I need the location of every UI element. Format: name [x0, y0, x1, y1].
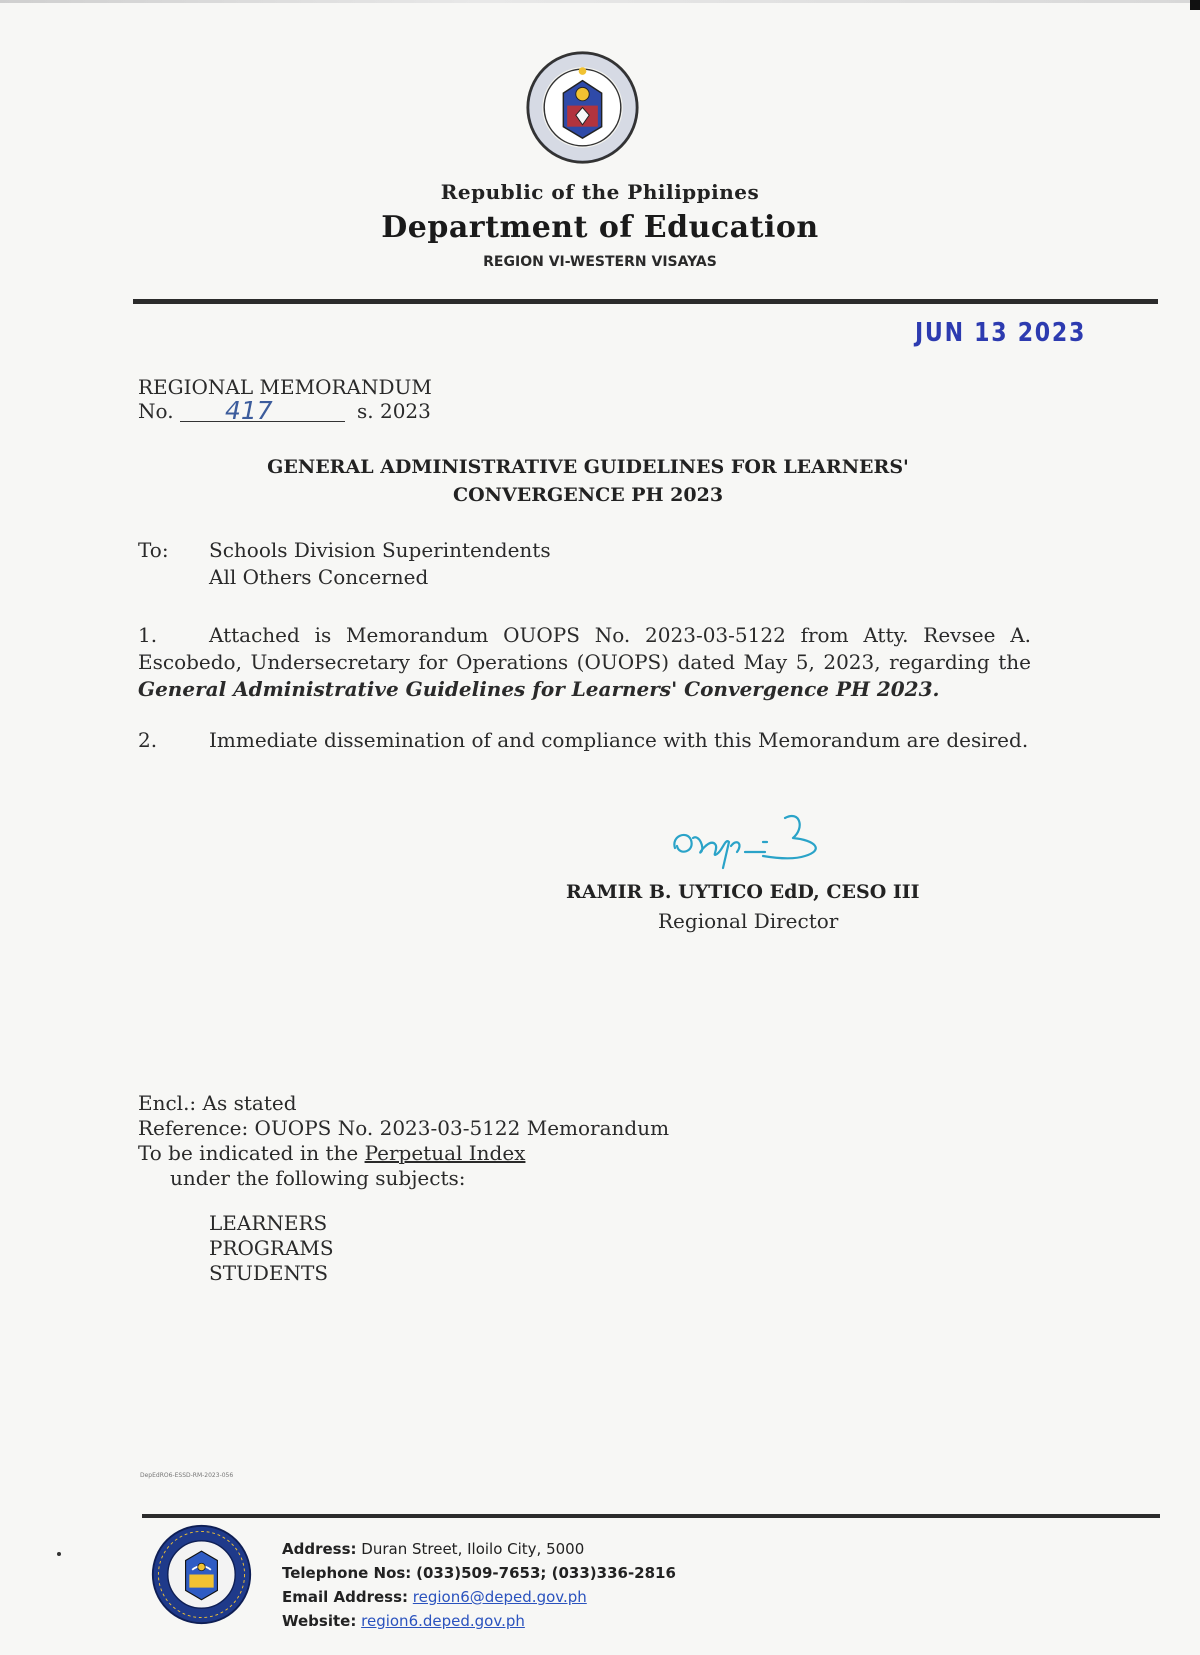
subjects-intro: under the following subjects:: [170, 1166, 466, 1190]
footer-email: [282, 1585, 676, 1609]
phone-label: Telephone Nos:: [282, 1564, 412, 1582]
header-divider: [133, 299, 1158, 304]
document-code: DepEdRO6-ESSD-RM-2023-056: [140, 1472, 234, 1479]
footer-website: [282, 1609, 676, 1633]
scan-corner-mark: [1190, 0, 1200, 10]
paragraph-1: [138, 622, 1031, 703]
scan-dot: [57, 1552, 61, 1556]
email-link[interactable]: region6@deped.gov.ph: [412, 1588, 587, 1606]
region-header: REGION VI-WESTERN VISAYAS: [483, 254, 717, 270]
enclosure-line: Encl.: As stated: [138, 1091, 297, 1115]
footer-phone: [282, 1561, 676, 1585]
deped-seal-icon: [525, 50, 640, 165]
address-label: Address:: [282, 1540, 357, 1558]
signatory-name: RAMIR B. UYTICO EdD, CESO III: [566, 881, 920, 903]
department-header: Department of Education: [381, 210, 819, 245]
enclosure-block: [138, 1091, 669, 1191]
perpetual-index-text: Perpetual Index: [364, 1141, 526, 1165]
paragraph-1-number: 1.: [138, 623, 158, 647]
email-label: Email Address:: [282, 1588, 409, 1606]
index-prefix: To be indicated in the: [138, 1141, 365, 1165]
memo-title: [138, 453, 1038, 509]
memo-series: s. 2023: [357, 399, 431, 423]
memo-number-handwritten: 417: [225, 396, 273, 425]
to-recipient-1: Schools Division Superintendents: [209, 538, 551, 562]
subject-item: PROGRAMS: [209, 1236, 334, 1260]
region-seal-icon: [150, 1523, 253, 1626]
republic-header: Republic of the Philippines: [440, 180, 760, 204]
paragraph-2: [138, 727, 1031, 754]
memo-title-line1: GENERAL ADMINISTRATIVE GUIDELINES FOR LEARNERS': [267, 456, 909, 478]
footer-divider: [142, 1514, 1160, 1518]
perpetual-index-line: [138, 1141, 669, 1166]
subject-item: LEARNERS: [209, 1211, 328, 1235]
paragraph-2-number: 2.: [138, 728, 158, 752]
memo-heading: REGIONAL MEMORANDUM: [138, 375, 432, 399]
footer-contact: [282, 1537, 676, 1633]
paragraph-1-text: Attached is Memorandum OUOPS No. 2023-03-5122 from Atty. Revsee A. Escobedo, Undersecretary for Operations (OUOPS) dated May 5, 2023, regarding the: [138, 623, 1031, 674]
website-label: Website:: [282, 1612, 357, 1630]
memo-number-label: No.: [138, 399, 174, 423]
subjects-list: [209, 1211, 334, 1286]
signatory-position: Regional Director: [658, 909, 839, 933]
memo-title-line2: CONVERGENCE PH 2023: [452, 484, 724, 506]
paragraph-2-text: Immediate dissemination of and compliance with this Memorandum are desired.: [209, 728, 1029, 752]
to-label: To:: [138, 538, 169, 562]
reference-line: Reference: OUOPS No. 2023-03-5122 Memorandum: [138, 1116, 670, 1140]
date-stamp: JUN 13 2023: [915, 318, 1087, 348]
website-link[interactable]: region6.deped.gov.ph: [361, 1612, 525, 1630]
paragraph-1-emphasis: General Administrative Guidelines for Learners' Convergence PH 2023.: [138, 677, 940, 701]
subject-item: STUDENTS: [209, 1261, 329, 1285]
to-recipient-2: All Others Concerned: [209, 565, 429, 589]
page-top-edge: [0, 0, 1200, 3]
signature-icon: [665, 808, 845, 873]
footer-address: [282, 1537, 676, 1561]
phone-value: (033)509-7653; (033)336-2816: [416, 1564, 676, 1582]
address-value: Duran Street, Iloilo City, 5000: [361, 1540, 585, 1558]
